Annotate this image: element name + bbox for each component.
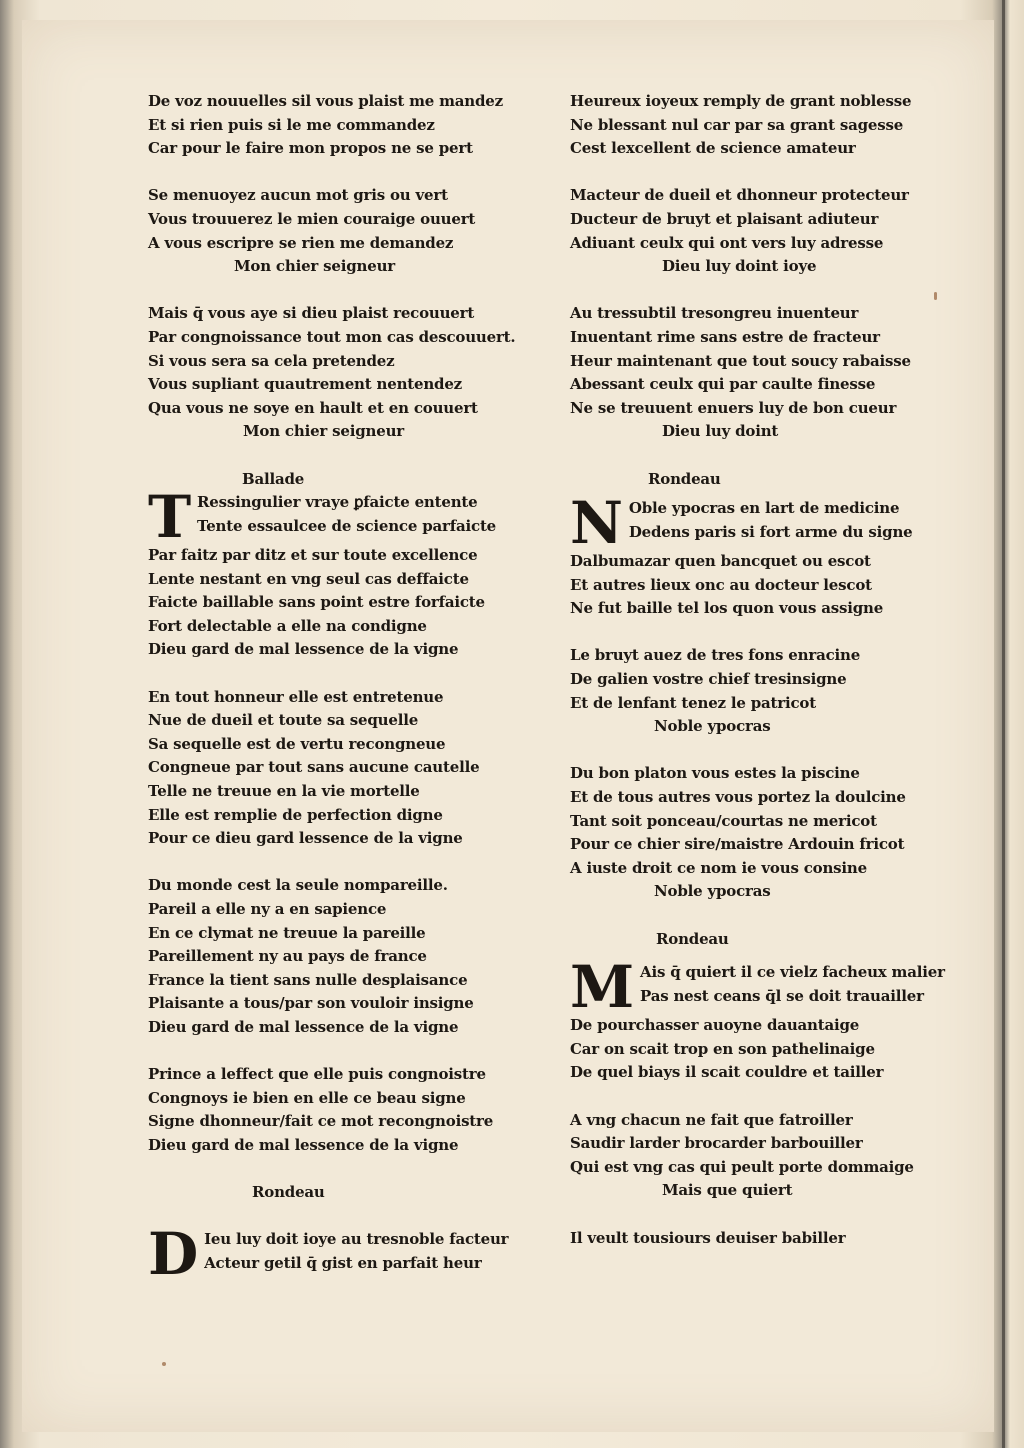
- verse-line: Pareillement ny au pays de france: [148, 947, 427, 966]
- verse-line: En tout honneur elle est entretenue: [148, 687, 444, 706]
- verse-line: Acteur getil q̄ gist en parfait heur: [204, 1253, 482, 1272]
- initial-block: [148, 491, 548, 544]
- book-spine: [1002, 0, 1005, 1448]
- verse-line: Si vous sera sa cela pretendez: [148, 351, 395, 370]
- verse-line: Dedens paris si fort arme du signe: [628, 522, 913, 541]
- paper-stain: [162, 1362, 166, 1366]
- verse-line: Lente nestant en vng seul cas deffaicte: [148, 569, 469, 588]
- refrain-line: Mon chier seigneur: [243, 422, 404, 441]
- verse-line: Adiuant ceulx qui ont vers luy adresse: [570, 233, 884, 252]
- section-heading: Ballade: [242, 469, 305, 488]
- decorated-initial: M: [570, 961, 635, 1015]
- verse-line: De pourchasser auoyne dauantaige: [570, 1016, 860, 1035]
- verse-line: De quel biays il scait couldre et tailler: [570, 1063, 884, 1082]
- verse-line: Sa sequelle est de vertu recongneue: [148, 734, 446, 753]
- verse-line: Tente essaulcee de science parfaicte: [196, 516, 497, 535]
- verse-line: Saudir larder brocarder barbouiller: [570, 1134, 863, 1153]
- verse-line: Nue de dueil et toute sa sequelle: [148, 711, 419, 730]
- verse-line: Elle est remplie de perfection digne: [148, 805, 443, 824]
- verse-line: Car pour le faire mon propos ne se pert: [148, 139, 473, 158]
- verse-line: Dalbumazar quen bancquet ou escot: [570, 552, 871, 571]
- verse-line: Prince a leffect que elle puis congnoistre: [148, 1065, 486, 1084]
- refrain-line: Mais que quiert: [662, 1181, 793, 1200]
- verse-line: Plaisante a tous/par son vouloir insigne: [148, 994, 474, 1013]
- verse-line: Il veult tousiours deuiser babiller: [570, 1228, 846, 1247]
- verse-line: France la tient sans nulle desplaisance: [148, 970, 468, 989]
- verse-line: Ne fut baille tel los quon vous assigne: [570, 599, 884, 618]
- verse-line: Vous trouuerez le mien couraige ouuert: [148, 209, 476, 228]
- verse-line: Mais q̄ vous aye si dieu plaist recouuert: [148, 304, 475, 323]
- verse-line: Qui est vng cas qui peult porte dommaige: [570, 1157, 914, 1176]
- refrain-line: Dieu luy doint ioye: [662, 257, 817, 276]
- section-heading: Rondeau: [252, 1183, 325, 1202]
- book-page: [22, 20, 994, 1432]
- verse-line: Et de lenfant tenez le patricot: [570, 693, 816, 712]
- verse-line: A vous escripre se rien me demandez: [148, 233, 454, 252]
- initial-block: [570, 961, 970, 1014]
- verse-line: Dieu gard de mal lessence de la vigne: [148, 1135, 459, 1154]
- left-column: [148, 90, 548, 1281]
- section-heading: Rondeau: [648, 469, 721, 488]
- verse-line: Signe dhonneur/fait ce mot recongnoistre: [148, 1112, 494, 1131]
- verse-line: Ais q̄ quiert il ce vielz facheux malier: [640, 963, 945, 982]
- decorated-initial: T: [148, 491, 191, 545]
- refrain-line: Noble ypocras: [654, 882, 771, 901]
- verse-line: Faicte baillable sans point estre forfaicte: [148, 593, 485, 612]
- initial-block: [148, 1228, 548, 1281]
- verse-line: De voz nouuelles sil vous plaist me mandez: [148, 92, 503, 110]
- verse-line: Par congnoissance tout mon cas descouuert.: [148, 327, 516, 346]
- verse-line: Du bon platon vous estes la piscine: [570, 764, 860, 783]
- verse-line: Macteur de dueil et dhonneur protecteur: [570, 186, 909, 205]
- verse-line: Oble ypocras en lart de medicine: [628, 499, 900, 518]
- verse-line: Le bruyt auez de tres fons enracine: [570, 646, 861, 665]
- verse-line: Et si rien puis si le me commandez: [148, 115, 435, 134]
- right-column: [570, 90, 970, 1250]
- verse-line: Se menuoyez aucun mot gris ou vert: [148, 186, 448, 205]
- verse-line: Dieu gard de mal lessence de la vigne: [148, 1017, 459, 1036]
- verse-line: Congneue par tout sans aucune cautelle: [148, 758, 480, 777]
- verse-line: Heureux ioyeux remply de grant noblesse: [570, 92, 912, 110]
- verse-line: Qua vous ne soye en hault et en couuert: [148, 398, 478, 417]
- verse-line: Dieu gard de mal lessence de la vigne: [148, 640, 459, 659]
- decorated-initial: N: [570, 497, 623, 551]
- decorated-initial: D: [148, 1228, 199, 1282]
- verse-line: Pour ce chier sire/maistre Ardouin fricot: [570, 835, 905, 854]
- verse-line: Tant soit ponceau/courtas ne mericot: [570, 811, 877, 830]
- verse-line: Car on scait trop en son pathelinaige: [570, 1039, 875, 1058]
- verse-line: En ce clymat ne treuue la pareille: [148, 923, 426, 942]
- verse-line: Ducteur de bruyt et plaisant adiuteur: [570, 209, 879, 228]
- verse-line: Fort delectable a elle na condigne: [148, 616, 427, 635]
- verse-line: Pour ce dieu gard lessence de la vigne: [148, 829, 463, 848]
- verse-line: Par faitz par ditz et sur toute excellence: [148, 546, 478, 565]
- verse-line: Pareil a elle ny a en sapience: [148, 900, 387, 918]
- verse-line: Au tressubtil tresongreu inuenteur: [570, 304, 859, 323]
- verse-line: Du monde cest la seule nompareille.: [148, 876, 448, 895]
- verse-line: Ne se treuuent enuers luy de bon cueur: [570, 398, 897, 417]
- verse-line: Et autres lieux onc au docteur lescot: [570, 575, 872, 594]
- verse-line: Telle ne treuue en la vie mortelle: [148, 782, 420, 801]
- initial-block: [570, 497, 970, 550]
- verse-line: Heur maintenant que tout soucy rabaisse: [570, 351, 911, 370]
- verse-line: Abessant ceulx qui par caulte finesse: [570, 375, 876, 394]
- verse-line: A vng chacun ne fait que fatroiller: [570, 1110, 853, 1129]
- verse-line: De galien vostre chief tresinsigne: [570, 670, 847, 689]
- verse-line: Ieu luy doit ioye au tresnoble facteur: [204, 1230, 509, 1249]
- verse-line: Congnoys ie bien en elle ce beau signe: [148, 1088, 466, 1107]
- verse-line: Inuentant rime sans estre de fracteur: [570, 327, 880, 346]
- verse-line: Ne blessant nul car par sa grant sagesse: [570, 115, 904, 134]
- refrain-line: Noble ypocras: [654, 717, 771, 736]
- section-heading: Rondeau: [656, 929, 729, 948]
- verse-line: A iuste droit ce nom ie vous consine: [570, 858, 867, 877]
- verse-line: Ressingulier vraye ꝑfaicte entente: [196, 493, 478, 512]
- verse-line: Vous supliant quautrement nentendez: [148, 375, 462, 394]
- refrain-line: Mon chier seigneur: [234, 257, 395, 276]
- verse-line: Cest lexcellent de science amateur: [570, 139, 856, 158]
- refrain-line: Dieu luy doint: [662, 422, 779, 441]
- verse-line: Pas nest ceans q̄l se doit trauailler: [640, 986, 924, 1005]
- verse-line: Et de tous autres vous portez la doulcine: [570, 788, 906, 807]
